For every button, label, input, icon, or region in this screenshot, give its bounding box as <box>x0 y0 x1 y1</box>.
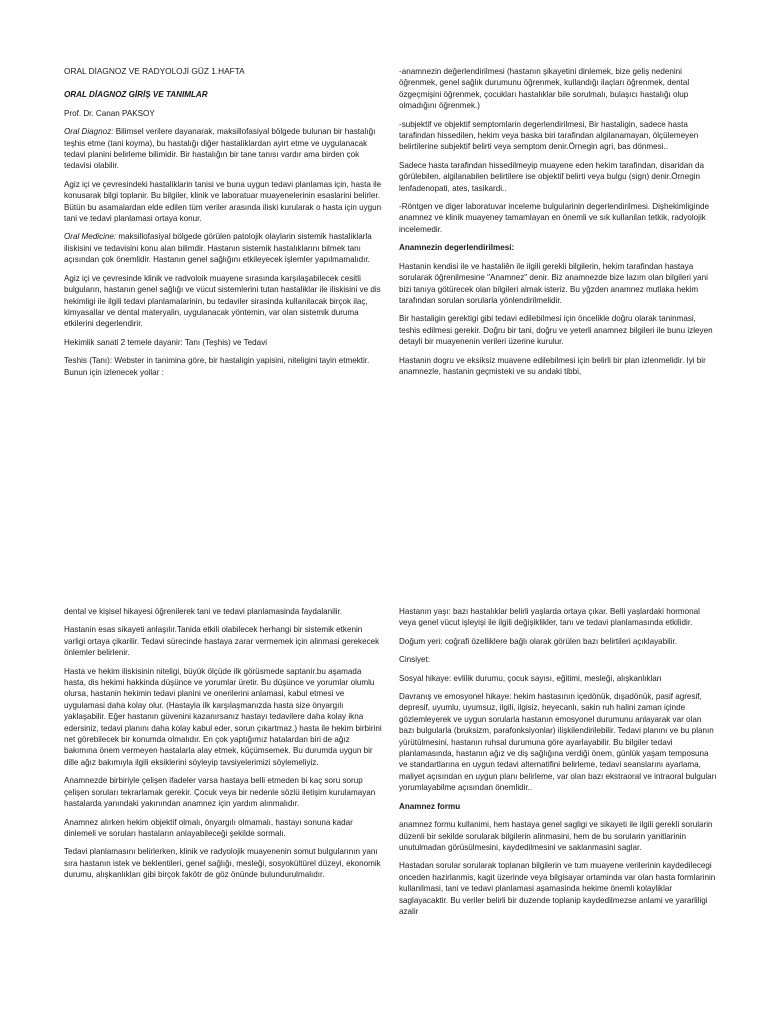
paragraph: Davranış ve emosyonel hikaye: hekim hastasının içedönük, dışadönük, pasif agresif, depresif, uyumlu, uyumsuz, ilgili, ilgisiz, heyecanlı, sakin ruh halini zaman içinde gözlemleyerek ve uygun sorularla hastanın emosyonel durumunu anlayarak var olan bazı bulgularla (bruksizm, parafonksiyonlar) ilişkilendirilebilir. Tedavi planını ve bu planın yürütülmesini, hastanın ruhsal durumuna göre ayarlayabilir. Bu bilgiler tedavi planlamasında, hastanın ağız ve diş sağlığına verdiği önem, günlük yaşam temposuna ve standartlarına en uygun tedavi alternatifini belirleme, tedavi seanslarını ayarlama, maliyet açısından en uygun planı belirleme, var olan bazı ekstraoral ve intraoral bulguları yorumlayabilme açısından önemlidir.. <box>399 692 717 793</box>
paragraph: dental ve kişisel hikayesi öğrenilerek tani ve tedavi planlamasinda faydalanilir. <box>64 607 343 616</box>
definition-text: maksillofasiyal bölgede görülen patolojik olaylarin sistemik hastaliklarla iliskisini ve tedavisini konu alan bilimdir. Hastanın sistemik hastalıklarını bilmek tanı açısından çok önemlidir. Hastanın genel sağlığını etkileyecek işlemler yapılmamalıdır. <box>64 232 372 265</box>
paragraph: Hastanin esas sikayeti anlaşılır.Tanida etkili olabilecek herhangi bir sistemik etkenin varligi ortaya çikarilir. Tedavi sürecinde hastaya zarar vermemek için alinmasi gerekecek önlemler belirlenir. <box>64 625 380 658</box>
paragraph: Anamnezde birbiriyle çelişen ifadeler varsa hastaya belli etmeden bi kaç soru sorup çelişen soruları tekrarlamak gerekir. Çocuk veya bir nedenle sözlü iletişim kurulamayan hastalarda yanındaki yakınından anamnez için yardım alınmalıdır. <box>64 776 376 809</box>
paragraph: Hastadan sorular sorularak toplanan bilgilerin ve tum muayene verilerinin kaydedilecegi onceden hazirlanmis, kagit üzerinde veya bilgisayar ortaminda var olan hasta formlarinin kullanilmasi, tani ve tedavi planlamasi aşamasinda hekime önemli kolayliklar saglayacaktir. Bu veriler belirli bir duzende toplanip kaydedilmezse anlami ve yararliligi azalir <box>399 861 716 916</box>
term-oral-medicine: Oral Medicine: <box>64 232 117 242</box>
paragraph <box>64 126 382 172</box>
paragraph <box>64 231 382 265</box>
paragraph: Doğum yeri: coğrafi özelliklere bağlı olarak görülen bazı belirtileri açıklayabilir. <box>399 636 678 646</box>
paragraph: Hastanin kendisi ile ve hastaliên ile ilgili gerekli bilgilerin, hekim tarafindan hastaya sorularak öğrenilmesine "Anamnez" denir. Biz anamnezde bize lazım olan bilgileri yani bizi tanıya götürecek olan bilgileri almak isteriz. Bu yğzden anamnez mutlaka hekim tarafından sorulan sorularla yönlendirilmelidir. <box>399 261 708 305</box>
paragraph: Sosyal hikaye: evlilik durumu, çocuk sayısı, eğitimi, mesleği, alışkanlıkları <box>399 673 662 683</box>
paragraph: Hekimlik sanati 2 temele dayanir: Tanı (Teşhis) ve Tedavi <box>64 337 268 347</box>
paragraph: Tedavi planlamasını belirlerken, klinik ve radyolojik muayenenin somut bulgularının yanı sıra hastanın istek ve beklentileri, genel sağlığı, mesleği, sosyokültürel düzeyi, ekonomik durumu, alışkanlıkları gibi birçok fakötr de göz önünde bulundurulmalıdır. <box>64 847 381 880</box>
paragraph: Anamnez alırken hekim objektif olmalı, önyargılı olmamalı, hastayı sonuna kadar dinlemeli ve soruları hastaların anlayabileceği şekilde sormalı. <box>64 817 353 838</box>
section-subtitle: ORAL DİAGNOZ GİRİŞ VE TANIMLAR <box>64 90 208 100</box>
column-bottom-left <box>64 606 382 888</box>
paragraph: -subjektif ve objektif semptomlarin degerlendirilmesi, Bir hastaligin, sadece hasta tarafindan hissedilen, hekim veya baska biri tarafindan algilanamayan, ölçülemeyen belirtilerine subjektif belirti veya semptom denir.Örnegin agri, bas dönmesi.. <box>399 119 699 152</box>
paragraph: Teshis (Tanı): Webster in tanimina göre, bir hastaligin yapisini, niteligini tayin etmektir. Bunun için izlenecek yollar : <box>64 356 370 377</box>
paragraph: -Röntgen ve diger laboratuvar inceleme bulgularinin degerlendirilmesi. Dişhekimliginde anamnez ve klinik muayeney tamamlayan en önemli ve sık kullanilan tetkik, radyolojik incelemedir. <box>399 202 709 234</box>
document-title: ORAL DİAGNOZ VE RADYOLOJİ GÜZ 1.HAFTA <box>64 66 245 76</box>
paragraph: anamnez formu kullanimi, hem hastaya genel sagligi ve sikayeti ile ilgili gerekli sorularin düzenli bir sekilde sorularak bilgilerin alinmasini, hem de bu sorularin yanitlarinin unutulmadan görüsülmesini, kaydedilmesini ve saklanmasini saglar. <box>399 820 713 852</box>
paragraph: Cinsiyet: <box>399 655 431 665</box>
paragraph: Hastanın yaşı: bazı hastalıklar belirli yaşlarda ortaya çıkar. Belli yaşlardaki hormonal veya genel vücut işleyişi ile ilgili değişiklikler, tanı ve tedavi planlamasında etkilidir. <box>399 607 700 628</box>
paragraph: Hasta ve hekim iliskisinin niteligi, büyük ölçüde ilk görüsmede saptanir.bu aşamada hasta, dis hekimi hakkinda düşünce ve yorumlar üretir. Bu düşünce ve yorumlar olumlu olursa, hastanin hekimin tedavi planini ve onerilerini anlamasi, kabul etmesi ve uygulamasi daha kolay olur. (Hastayla ilk karşılaşmanızda hasta size önyargılı yaklaşabilir. Eğer hastanın güvenini kazanırsanız hastayı tedavilere daha kolay ikna edersiniz, tedavi planını daha kolay kabul eder, sorun çıkartmaz.) hasta ile hekim birbirini net görebilecek bir konumda olmalıdır. En çok yaptığımız hatalardan biri de ağız bakımına önem vermeyen hastalarla alay etmek, küçümsemek. Bu durumda uygun bir dille ağız bakımıyla ilgili eksiklerini söyleyip tavsiyelerimizi söylemeliyiz. <box>64 666 382 767</box>
column-top-left <box>64 66 382 385</box>
column-top-right <box>399 66 717 384</box>
paragraph: Bir hastaligin gerektigi gibi tedavi edilebilmesi için öncelikle doğru olarak taninmasi, teshis edilmesi gerekir. Doğru bir tani, doğru ve yeterli anamnez bilgileri ile bunu izleyen detayli bir muayenenin verileri üzerine kurulur. <box>399 314 713 347</box>
paragraph: Hastanin dogru ve eksiksiz muavene edilebilmesi için belirli bir plan izlenmelidir. Iyi bir anamnezle, hastanin geçmisteki ve su andaki tibbi, <box>399 355 706 376</box>
paragraph: -anamnezin değerlendirilmesi (hastanın şikayetini dinlemek, bize geliş nedenini öğrenmek, genel sağlık durumunu öğrenmek, kullandığı ilaçları öğrenmek, dental özgeçmişini öğrenmek, çocukları hastalıklar bile sorulmalı, bulaşıcı hastalığı olup olmadığını öğrenmek.) <box>399 67 690 111</box>
author-name: Prof. Dr. Canan PAKSOY <box>64 108 155 118</box>
paragraph: Sadece hasta tarafindan hissedilmeyip muayene eden hekim tarafindan, disaridan da görülebilen, algilanabilen belirtilere ise objektif belirti veya bulgu (sign) denir.Örnegin lenfadenopati, ates, tasikardi.. <box>399 160 705 193</box>
paragraph: Agiz içi ve çevresindeki hastaliklarin tanisi ve buna uygun tedavi planlamas için, hasta ile konusarak bilgi toplanir. Bu bilgiler, klinik ve laboratuar muayenelerinin esaslarini belirler. Bütün bu asamalardan elde edilen tüm veriler arasında iliski kurularak o hasta için uygun tani ve tedavi planlamasi ortaya konur. <box>64 179 382 224</box>
section-heading: Anamnezin degerlendirilmesi: <box>399 243 515 253</box>
definition-text: Bilimsel verilere dayanarak, maksillofasiyal bölgede bulunan bir hastalığı teşhis etme (tani koyma), bu hastalığı diğer hastaliklardan ayirt etme ve uygulanacak tedavi planini belirleme bilimidir. Bir hastalığın bir tane tanısı vardır ama birden çok tedavisi olabilir. <box>64 127 376 171</box>
term-oral-diagnoz: Oral Diagnoz: <box>64 127 114 137</box>
paragraph: Agiz içi ve çevresinde klinik ve radvoloik muayene sırasında karşılaşabilecek cesitli bulguların, hastanın genel sağlığı ve vücut sistemlerini tutan hastaliklar ile iliskisini ve dis hekimligi ile ilgili tedavi planlamalarinin, bu tedaviler sirasinda kullanilacak birçok ilaç, kimyasallar ve dental materyalin, uygulanacak yöntemin, var olan sistemik duruma etkilerini degerlendirir. <box>64 273 381 329</box>
section-heading: Anamnez formu <box>399 801 461 811</box>
column-bottom-right <box>399 606 717 924</box>
